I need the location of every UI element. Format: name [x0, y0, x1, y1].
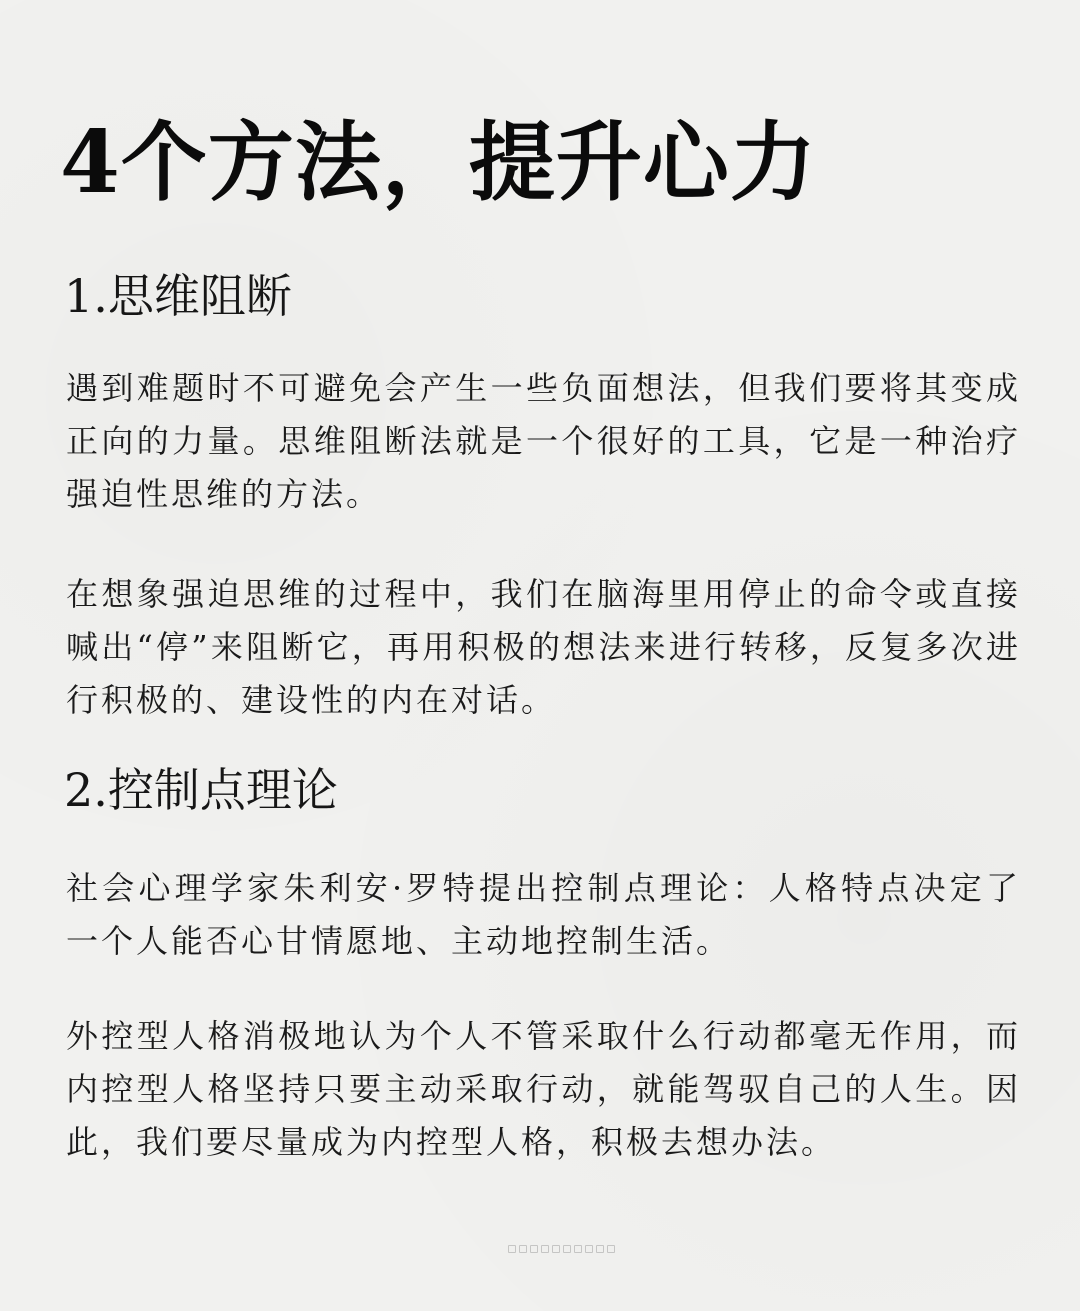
section-2-paragraph-1: 社会心理学家朱利安·罗特提出控制点理论：人格特点决定了一个人能否心甘情愿地、主动地控制生活。: [66, 869, 1021, 960]
section-1-paragraph-1: 遇到难题时不可避免会产生一些负面想法，但我们要将其变成正向的力量。思维阻断法就是一个很好的工具，它是一种治疗强迫性思维的方法。: [66, 369, 1021, 513]
section-heading-1: 1.思维阻断: [64, 269, 292, 323]
page-title: 4个方法，提升心力: [60, 112, 817, 213]
section-heading-2: 2.控制点理论: [64, 763, 338, 817]
watermark-icon: [508, 1245, 618, 1255]
section-1-paragraph-2: 在想象强迫思维的过程中，我们在脑海里用停止的命令或直接喊出“停”来阻断它，再用积极的想法来进行转移，反复多次进行积极的、建设性的内在对话。: [66, 575, 1021, 719]
section-2-paragraph-2: 外控型人格消极地认为个人不管采取什么行动都毫无作用，而内控型人格坚持只要主动采取行动，就能驾驭自己的人生。因此，我们要尽量成为内控型人格，积极去想办法。: [66, 1017, 1021, 1161]
